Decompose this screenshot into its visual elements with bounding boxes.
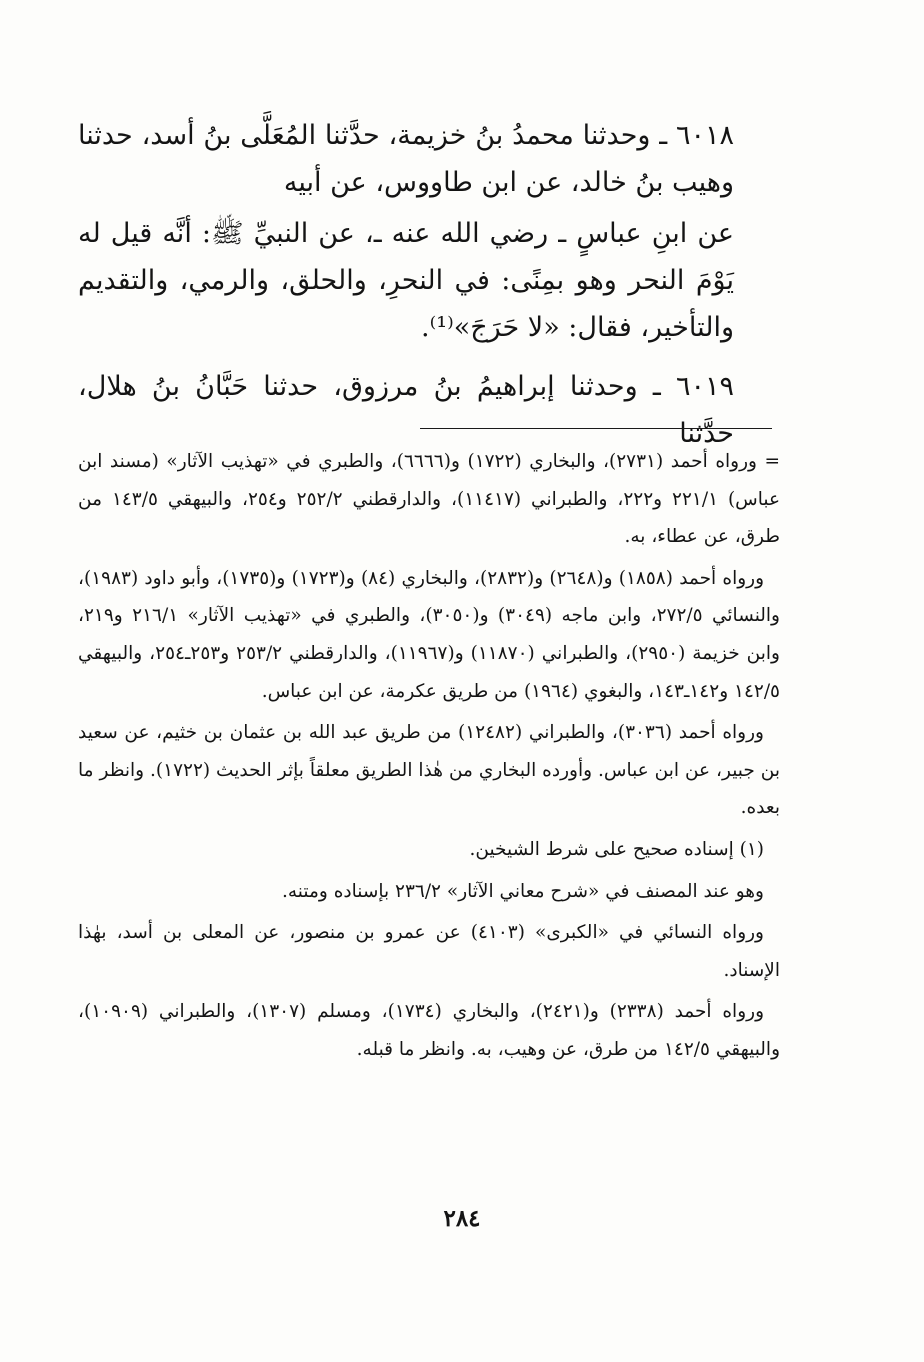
page-number: ٢٨٤ (443, 1205, 481, 1232)
hadith-6018-isnad: ٦٠١٨ ـ وحدثنا محمدُ بنُ خزيمة، حدَّثنا المُعَلَّى بنُ أسد، حدثنا وهيب بنُ خالد، عن ابن طاووس، عن أبيه (78, 120, 734, 198)
hadith-6019-isnad: ٦٠١٩ ـ وحدثنا إبراهيمُ بنُ مرزوق، حدثنا حَبَّانُ بنُ هلال، حدَّثنا (78, 371, 734, 449)
footnote-separator (420, 428, 772, 429)
footnote-1-heading: (١) إسناده صحيح على شرط الشيخين. (469, 838, 764, 860)
main-text (78, 112, 734, 457)
hadith-6018-matn: عن ابنِ عباسٍ ـ رضي الله عنه ـ، عن النبيِّ ﷺ: أنَّه قيل له يَوْمَ النحر وهو بمِنًى: في النحرِ، والحلق، والرمي، والتقديم والتأخير، فقال: «لا حَرَجَ»⁽¹⁾. (78, 218, 734, 343)
footnote-paragraph: وهو عند المصنف في «شرح معاني الآثار» ٢٣٦/٢ بإسناده ومتنه. (282, 880, 764, 902)
footnote-paragraph: ورواه أحمد (١٨٥٨) و(٢٦٤٨) و(٢٨٣٢)، والبخاري (٨٤) و(١٧٢٣) و(١٧٣٥)، وأبو داود (١٩٨٣)، والنسائي ٢٧٢/٥، وابن ماجه (٣٠٤٩) و(٣٠٥٠)، والطبري في «تهذيب الآثار» ٢١٦/١ و٢١٩، وابن خزيمة (٢٩٥٠)، والطبراني (١١٨٧٠) و(١١٩٦٧)، والدارقطني ٢٥٣/٢ و٢٥٣ـ٢٥٤، والبيهقي ١٤٢/٥ و١٤٢ـ١٤٣، والبغوي (١٩٦٤) من طريق عكرمة، عن ابن عباس. (78, 567, 780, 702)
footnote-paragraph: = ورواه أحمد (٢٧٣١)، والبخاري (١٧٢٢) و(٦٦٦٦)، والطبري في «تهذيب الآثار» (مسند ابن عباس) ٢٢١/١ و٢٢٢، والطبراني (١١٤١٧)، والدارقطني ٢٥٢/٢ و٢٥٤، والبيهقي ١٤٣/٥ من طرق، عن عطاء، به. (78, 451, 781, 548)
footnote-paragraph: ورواه النسائي في «الكبرى» (٤١٠٣) عن عمرو بن منصور، عن المعلى بن أسد، بهٰذا الإسناد. (78, 922, 780, 981)
footnote-paragraph: ورواه أحمد (٣٠٣٦)، والطبراني (١٢٤٨٢) من طريق عبد الله بن عثمان بن خثيم، عن سعيد بن جبير، عن ابن عباس. وأورده البخاري من هٰذا الطريق معلقاً بإثر الحديث (١٧٢٢). وانظر ما بعده. (78, 722, 780, 819)
footnotes (78, 443, 780, 1069)
footnote-paragraph: ورواه أحمد (٢٣٣٨) و(٢٤٢١)، والبخاري (١٧٣٤)، ومسلم (١٣٠٧)، والطبراني (١٠٩٠٩)، والبيهقي ١٤٢/٥ من طرق، عن وهيب، به. وانظر ما قبله. (78, 1001, 780, 1060)
